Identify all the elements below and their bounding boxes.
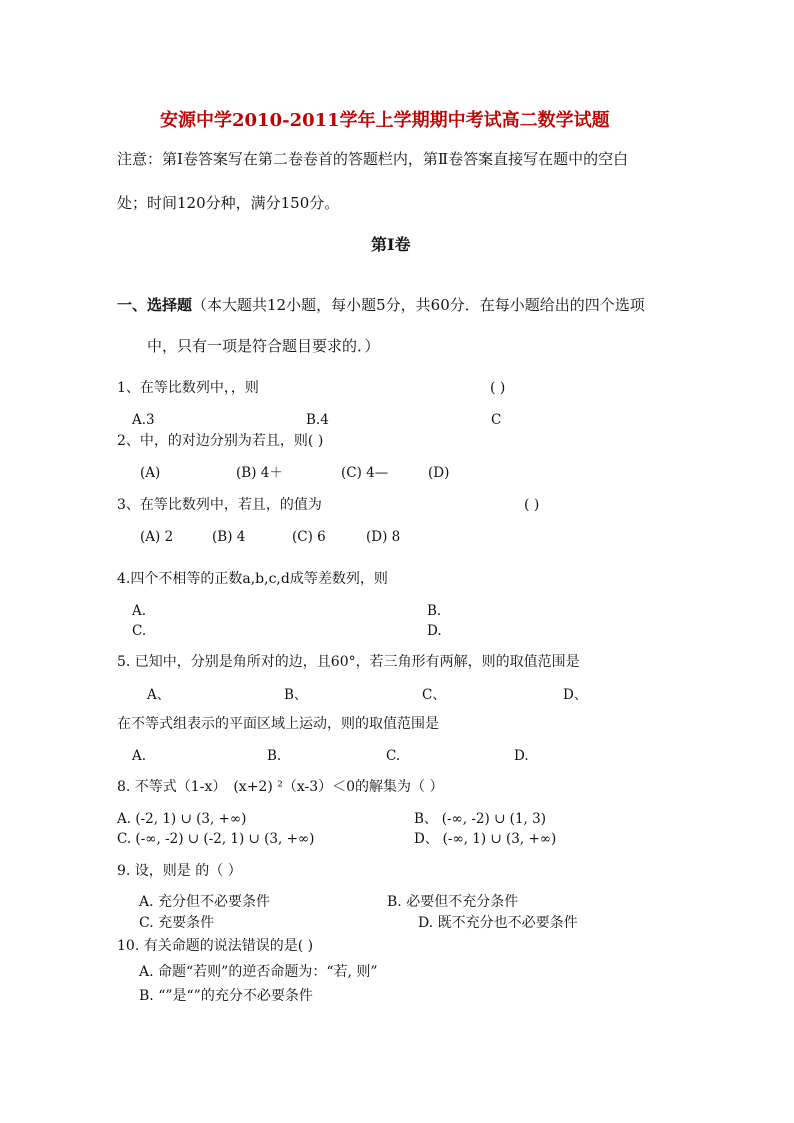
question-6-option-a: A. <box>132 748 147 764</box>
question-9-option-b: B. 必要但不充分条件 <box>387 894 519 910</box>
part1-desc-line-2: 中，只有一项是符合题目要求的．） <box>147 337 380 355</box>
question-3-stem: 3、在等比数列中，若且，的值为 <box>117 497 322 513</box>
question-8-option-d: D、 (-∞, 1) ∪ (3, +∞) <box>414 831 557 847</box>
question-4-stem: 4.四个不相等的正数a,b,c,d成等差数列，则 <box>117 571 388 587</box>
question-8-option-b: B、 (-∞, -2) ∪ (1, 3) <box>414 811 546 827</box>
question-2-option-d: (D) <box>428 465 450 481</box>
question-6-option-c: C. <box>386 748 401 764</box>
question-9-option-a: A. 充分但不必要条件 <box>139 894 271 910</box>
question-1-bracket: ( ) <box>490 380 506 396</box>
question-1-option-b: B.4 <box>306 412 329 428</box>
question-3-option-b: (B) 4 <box>212 529 246 545</box>
question-8-option-c: C. (-∞, -2) ∪ (-2, 1) ∪ (3, +∞) <box>117 831 315 847</box>
question-4-option-a: A. <box>132 603 147 619</box>
question-2-option-c: (C) 4— <box>341 465 389 481</box>
question-8-option-a: A. (-2, 1) ∪ (3, +∞) <box>117 811 247 827</box>
notice-line-2: 处；时间120分种，满分150分。 <box>117 194 340 212</box>
question-9-stem: 9. 设，则是 的（ ） <box>117 863 242 879</box>
part1-header <box>117 298 645 313</box>
question-1-option-c: C <box>491 412 502 428</box>
question-9-option-c: C. 充要条件 <box>139 915 215 931</box>
part1-label: 一、选择题 <box>117 296 193 314</box>
question-6-stem: 在不等式组表示的平面区域上运动，则的取值范围是 <box>117 716 439 732</box>
notice-line-1: 注意：第Ⅰ卷答案写在第二卷卷首的答题栏内，第Ⅱ卷答案直接写在题中的空白 <box>117 150 629 168</box>
question-2-option-a: (A) <box>140 465 161 481</box>
question-6-option-d: D. <box>514 748 529 764</box>
question-4-option-d: D. <box>427 623 442 639</box>
question-3-option-c: (C) 6 <box>292 529 326 545</box>
question-10-option-b: B. “”是“”的充分不必要条件 <box>139 988 313 1004</box>
question-4-option-c: C. <box>132 623 147 639</box>
question-1-stem: 1、在等比数列中，，则 <box>117 380 259 396</box>
question-3-option-a: (A) 2 <box>140 529 174 545</box>
question-5-option-c: C、 <box>422 687 446 703</box>
question-9-option-d: D. 既不充分也不必要条件 <box>418 915 578 931</box>
exam-title: 安源中学2010-2011学年上学期期中考试高二数学试题 <box>160 110 610 131</box>
section-title: 第Ⅰ卷 <box>371 235 411 254</box>
question-10-stem: 10. 有关命题的说法错误的是( ) <box>117 938 314 954</box>
question-3-bracket: ( ) <box>524 497 540 513</box>
question-2-option-b: (B) 4＋ <box>236 465 283 481</box>
question-5-stem: 5. 已知中，分别是角所对的边，且60°，若三角形有两解，则的取值范围是 <box>117 654 580 670</box>
question-1-option-a: A.3 <box>132 412 155 428</box>
part1-desc: （本大题共12小题，每小题5分，共60分．在每小题给出的四个选项 <box>192 296 645 314</box>
question-6-option-b: B. <box>267 748 282 764</box>
question-10-option-a: A. 命题“若则”的逆否命题为：“若, 则” <box>139 964 378 980</box>
question-4-option-b: B. <box>427 603 442 619</box>
question-8-stem: 8. 不等式（1-x） (x+2) ²（x-3）＜0的解集为（ ） <box>117 779 444 795</box>
question-2-stem: 2、中，的对边分别为若且，则( ) <box>117 433 324 449</box>
question-5-option-d: D、 <box>563 687 588 703</box>
question-5-option-b: B、 <box>284 687 308 703</box>
question-5-option-a: A、 <box>147 687 171 703</box>
question-3-option-d: (D) 8 <box>366 529 401 545</box>
